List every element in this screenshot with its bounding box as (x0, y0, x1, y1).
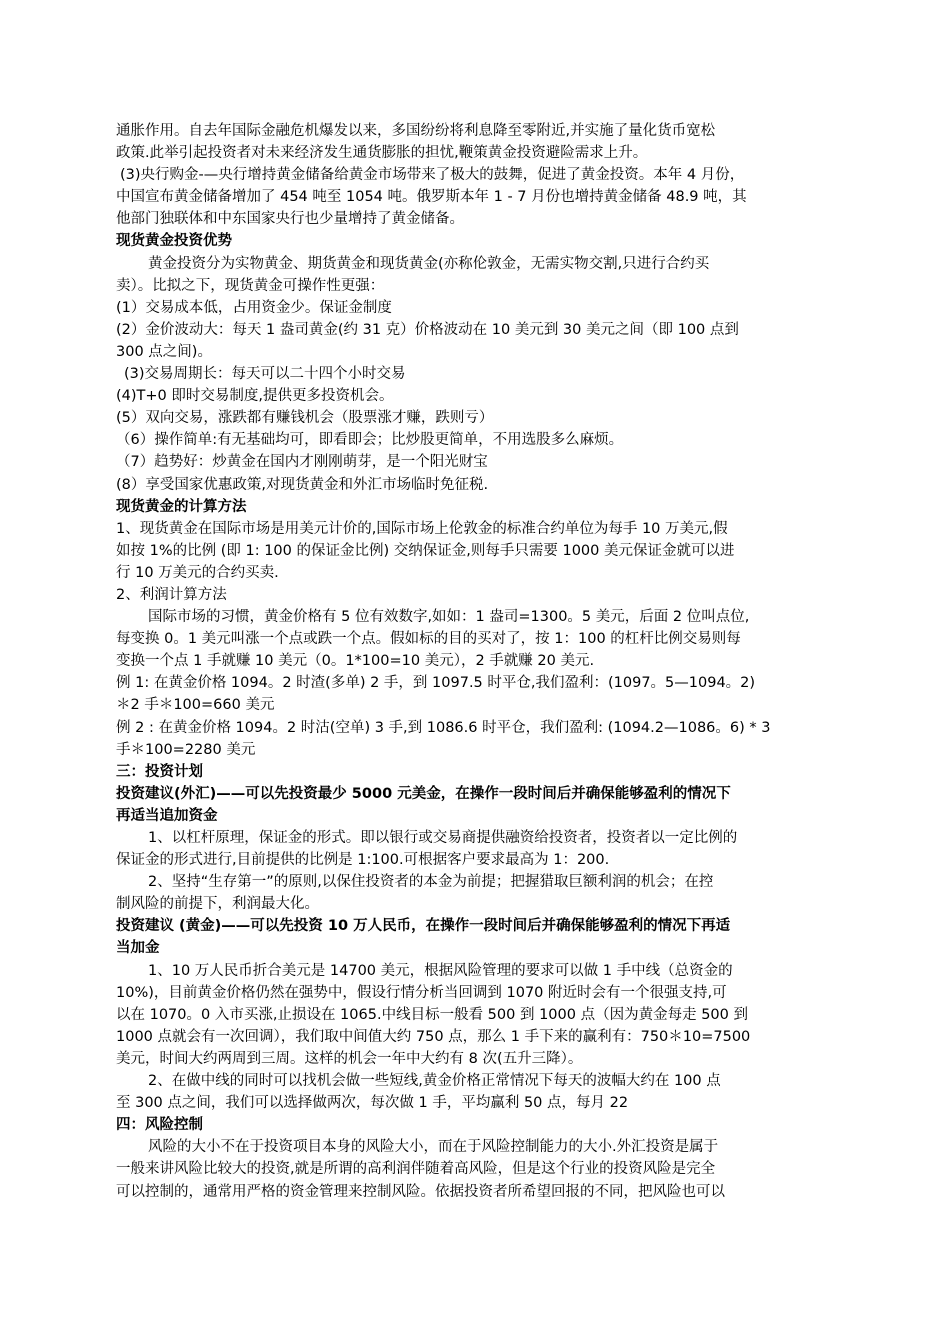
body-text: 至 300 点之间，我们可以选择做两次，每次做 1 手，平均赢利 50 点，每月 22 (116, 1095, 629, 1112)
body-text: 卖）。比拟之下，现货黄金可操作性更强： (116, 277, 385, 294)
body-text: 1000 点就会有一次回调），我们取中间值大约 750 点，那么 1 手下来的赢利有：750＊10=7500 (116, 1028, 751, 1045)
body-text: 保证金的形式进行,目前提供的比例是 1:100.可根据客户要求最高为 1：200. (116, 852, 610, 869)
body-text: 制风险的前提下，利润最大化。 (116, 896, 319, 913)
example-text: ＊2 手＊100=660 美元 (116, 697, 275, 714)
body-text: 每变换 0。1 美元叫涨一个点或跌一个点。假如标的目的买对了，按 1：100 的杠杆比例交易则每 (116, 631, 741, 648)
body-text: (3)央行购金-—央行增持黄金储备给黄金市场带来了极大的鼓舞，促进了黄金投资。本年 4 月份， (120, 167, 745, 184)
body-text: 2、坚持“生存第一”的原则,以保住投资者的本金为前提；把握猎取巨额利润的机会；在控 (148, 874, 714, 891)
section-heading: 现货黄金投资优势 (116, 233, 232, 250)
list-item: 300 点之间)。 (116, 343, 212, 360)
body-text: 1、以杠杆原理，保证金的形式。即以银行或交易商提供融资给投资者，投资者以一定比例的 (148, 830, 738, 846)
list-item: (3)交易周期长：每天可以二十四个小时交易 (124, 366, 406, 383)
section-heading: 三：投资计划 (116, 763, 203, 780)
body-text: 通胀作用。自去年国际金融危机爆发以来，多国纷纷将利息降至零附近,并实施了量化货币宽松 (116, 123, 716, 139)
list-item: （6）操作简单:有无基础均可，即看即会；比炒股更简单，不用选股多么麻烦。 (116, 432, 624, 449)
example-text: 例 1: 在黄金价格 1094。2 时渣(多单) 2 手，到 1097.5 时平仓,我们盈利：(1097。5—1094。2) (116, 675, 756, 692)
list-item: （7）趋势好：炒黄金在国内才刚刚萌芽，是一个阳光财宝 (116, 454, 488, 471)
list-item: (5）双向交易，涨跌都有赚钱机会（股票涨才赚，跌则亏） (116, 410, 494, 427)
list-item: (4)T+0 即时交易制度,提供更多投资机会。 (116, 388, 394, 405)
section-heading: 现货黄金的计算方法 (116, 498, 247, 515)
example-text: 手＊100=2280 美元 (116, 741, 256, 758)
body-text: 美元，时间大约两周到三周。这样的机会一年中大约有 8 次(五升三降）。 (116, 1050, 583, 1067)
body-text: 国际市场的习惯，黄金价格有 5 位有效数字,如如：1 盎司=1300。5 美元，后面 2 位叫点位, (148, 609, 750, 626)
subsection-heading: 投资建议(外汇)——可以先投资最少 5000 元美金，在操作一段时间后并确保能够盈利的情况下 (116, 785, 731, 802)
list-item: (8）享受国家优惠政策,对现货黄金和外汇市场临时免征税. (116, 476, 489, 493)
body-text: 如按 1%的比例 (即 1: 100 的保证金比例) 交纳保证金,则每手只需要 1000 美元保证金就可以进 (116, 542, 735, 559)
list-item: (1）交易成本低，占用资金少。保证金制度 (116, 299, 392, 316)
subsection-heading: 当加金 (116, 940, 160, 957)
list-item: (2）金价波动大：每天 1 盎司黄金(约 31 克）价格波动在 10 美元到 30 美元之间（即 100 点到 (116, 321, 739, 338)
body-text: 黄金投资分为实物黄金、期货黄金和现货黄金(亦称伦敦金，无需实物交割,只进行合约买 (148, 255, 710, 272)
body-text: 一般来讲风险比较大的投资,就是所谓的高利润伴随着高风险，但是这个行业的投资风险是完全 (116, 1161, 716, 1178)
subsection-heading: 再适当追加资金 (116, 807, 218, 824)
body-text: 可以控制的，通常用严格的资金管理来控制风险。依据投资者所希望回报的不同，把风险也可以 (116, 1183, 725, 1200)
body-text: 行 10 万美元的合约买卖. (116, 564, 279, 581)
body-text: 10%)，目前黄金价格仍然在强势中，假设行情分析当回调到 1070 附近时会有一个很强支持,可 (116, 984, 727, 1001)
example-text: 例 2 : 在黄金价格 1094。2 时沽(空单) 3 手,到 1086.6 时平仓，我们盈利: (1094.2—1086。6) * 3 (116, 719, 771, 736)
body-text: 2、在做中线的同时可以找机会做一些短线,黄金价格正常情况下每天的波幅大约在 100 点 (148, 1073, 721, 1090)
body-text: 变换一个点 1 手就赚 10 美元（0。1*100=10 美元），2 手就赚 20 美元. (116, 653, 595, 670)
document-page (116, 120, 816, 1203)
body-text: 他部门独联体和中东国家央行也少量增持了黄金储备。 (116, 211, 464, 228)
body-text: 中国宣布黄金储备增加了 454 吨至 1054 吨。俄罗斯本年 1 - 7 月份也增持黄金储备 48.9 吨，其 (116, 189, 747, 206)
body-text: 政策.此举引起投资者对未来经济发生通货膨胀的担忧,鞭策黄金投资避险需求上升。 (116, 145, 648, 162)
subsection-heading: 投资建议 (黄金)——可以先投资 10 万人民币，在操作一段时间后并确保能够盈利的情况下再适 (116, 918, 731, 935)
body-text: 1、10 万人民币折合美元是 14700 美元，根据风险管理的要求可以做 1 手中线（总资金的 (148, 962, 733, 979)
body-text: 1、现货黄金在国际市场是用美元计价的,国际市场上伦敦金的标准合约单位为每手 10 万美元,假 (116, 520, 728, 537)
body-text: 风险的大小不在于投资项目本身的风险大小，而在于风险控制能力的大小.外汇投资是属于 (148, 1139, 719, 1156)
body-text: 以在 1070。0 入市买涨,止损设在 1065.中线目标一般看 500 到 1000 点（因为黄金每走 500 到 (116, 1006, 748, 1023)
section-heading: 四：风险控制 (116, 1117, 203, 1134)
subsection-heading: 2、利润计算方法 (116, 586, 227, 603)
